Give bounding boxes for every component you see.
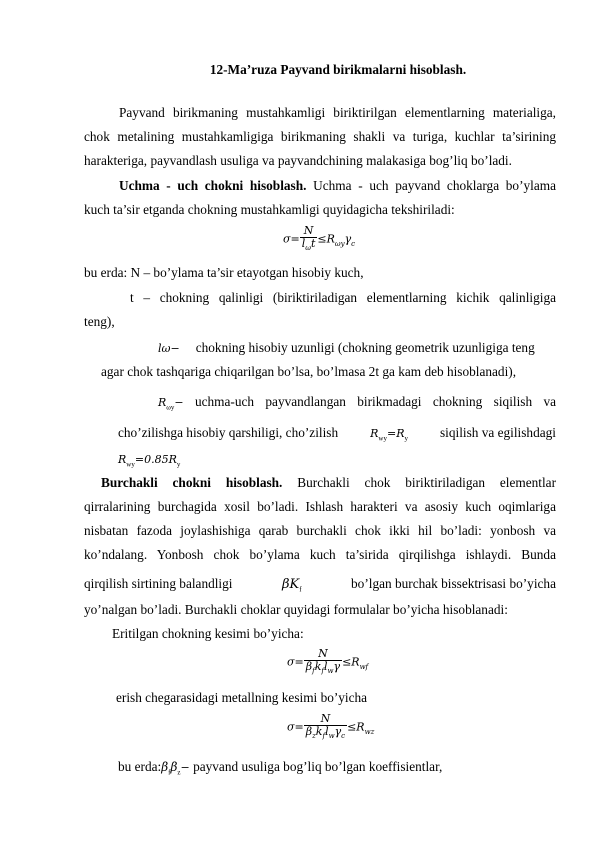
formula-3-fraction bbox=[304, 713, 347, 742]
eritilgan-line: Eritilgan chokning kesimi bo’yicha: bbox=[112, 626, 304, 641]
formula-1-gamma: γ bbox=[344, 232, 352, 246]
f2-beta: β bbox=[305, 660, 313, 673]
formula-3-num: N bbox=[304, 713, 347, 726]
formula-1-lhs: σ= bbox=[283, 232, 300, 246]
eq-r: R bbox=[370, 427, 379, 440]
p3-l5-b: bo’lgan burchak bissektrisasi bo’yicha bbox=[351, 576, 556, 591]
formula-2 bbox=[287, 648, 368, 677]
formula-2-lhs: σ= bbox=[287, 655, 304, 669]
eq-r-sub: wy bbox=[378, 434, 387, 443]
beta-z-sub: z bbox=[177, 768, 181, 777]
lw-line-1 bbox=[158, 340, 556, 357]
beta-k-sub: f bbox=[299, 585, 302, 594]
lw-line-2: agar chok tashqariga chiqarilgan bo’lsa, bo’lmasa 2t ga kam deb hisoblanadi), bbox=[101, 364, 517, 379]
rwy-line-1 bbox=[158, 394, 556, 416]
rwy-dash: − bbox=[174, 396, 184, 409]
where-1: bu erda: N – bo’ylama ta’sir etayotgan hisobiy kuch, bbox=[84, 265, 364, 280]
p1-line-2: chok metalining mustahkamligiga birikmaning shakli va turiga, kuchlar ta’sirining bbox=[84, 129, 556, 144]
formula-1-num: N bbox=[300, 225, 318, 238]
formula-1 bbox=[283, 225, 355, 254]
beta-z: β bbox=[170, 760, 178, 774]
p3-line-2: qirralarining burchagida xosil bo’ladi. Ishlash harakteri va asosiy kuch oqimlariga bbox=[84, 499, 556, 514]
rwy-eq-inline bbox=[370, 425, 408, 447]
eq2-sub2: y bbox=[176, 460, 181, 469]
t-line-1: t – chokning qalinligi (biriktiriladigan elementlarning kichik qalinligiga bbox=[130, 290, 556, 305]
f3-s1: z bbox=[312, 732, 316, 741]
beta-f: β bbox=[161, 760, 169, 774]
last-a: bu erda: bbox=[118, 759, 162, 774]
f3-k: k bbox=[315, 725, 323, 738]
p3-text: Burchakli chok biriktiriladigan elementlar bbox=[282, 475, 557, 490]
f3-g: γ bbox=[334, 725, 342, 738]
erish-line: erish chegarasidagi metallning kesimi bo’yicha bbox=[116, 690, 368, 705]
lw-text: chokning hisobiy uzunligi (chokning geometrik uzunligiga teng bbox=[195, 340, 535, 355]
p3-l5-a: qirqilish sirtining balandligi bbox=[84, 576, 233, 591]
rwy-text: uchma-uch payvandlangan birikmadagi chokning siqilish va bbox=[194, 394, 556, 409]
rwy-sub: ωy bbox=[166, 403, 175, 412]
formula-3-den bbox=[304, 726, 347, 742]
eq2-mid: =0.85R bbox=[134, 453, 177, 466]
section-heading-fillet: Burchakli chokni hisoblash. bbox=[101, 475, 283, 490]
formula-3 bbox=[287, 713, 374, 742]
f3-s3: w bbox=[328, 732, 335, 741]
page-title: 12-Ma’ruza Payvand birikmalarni hisoblash. bbox=[209, 62, 467, 77]
f3-s2: f bbox=[322, 732, 326, 741]
formula-1-den bbox=[300, 238, 318, 254]
rwy-text-2b: siqilish va egilishdagi bbox=[440, 425, 556, 440]
f2-g: γ bbox=[333, 660, 341, 673]
formula-2-num: N bbox=[304, 648, 342, 661]
den-t: t bbox=[310, 237, 316, 250]
t-line-2: teng), bbox=[84, 314, 115, 329]
lw-symbol: lω− bbox=[158, 342, 180, 355]
rwy-line-2 bbox=[118, 425, 556, 447]
formula-1-rhs-sub: ωy bbox=[334, 239, 345, 248]
f2-k: k bbox=[314, 660, 322, 673]
p3-line-6: yo’nalgan bo’ladi. Burchakli choklar quyidagi formulalar bo’yicha hisoblanadi: bbox=[84, 602, 508, 617]
beta-k: βK bbox=[281, 577, 300, 592]
p1-line-1: Payvand birikmaning mustahkamligi biriktirilgan elementlarning materialiga, bbox=[119, 105, 556, 120]
formula-2-rhs-sub: wf bbox=[359, 662, 369, 671]
f3-l: l bbox=[325, 725, 329, 738]
beta-f-sub: f bbox=[168, 768, 171, 777]
den-l: l bbox=[301, 237, 306, 250]
p3-line-5 bbox=[84, 576, 556, 598]
formula-1-rhs: ≤R bbox=[317, 232, 335, 246]
f2-s2: f bbox=[321, 667, 324, 676]
p1-line-3: harakteriga, payvandlash usuliga va payvandchining malakasiga bog’liq bo’ladi. bbox=[84, 153, 512, 168]
formula-3-rhs-sub: wz bbox=[364, 727, 375, 736]
eq-sub2: y bbox=[404, 434, 408, 443]
p3-line-4: ko’ndalang. Yonbosh chok bo’ylama kuch ta’sirida qirqilishga ishlaydi. Bunda bbox=[84, 547, 556, 562]
rwy-symbol bbox=[158, 394, 184, 412]
rwy-line-3 bbox=[118, 451, 590, 473]
last-line bbox=[118, 759, 590, 781]
section-heading-butt: Uchma - uch chokni hisoblash. bbox=[119, 178, 307, 193]
eq2-r: R bbox=[118, 453, 127, 466]
p3-line-3: nisbatan fazoda joylashishiga qarab burchakli chok ikki hil bo’ladi: yonbosh va bbox=[84, 523, 556, 538]
formula-1-fraction bbox=[300, 225, 318, 254]
formula-2-fraction bbox=[304, 648, 342, 677]
formula-1-gamma-sub: c bbox=[351, 239, 356, 248]
f3-beta: β bbox=[305, 725, 313, 738]
p2-line-2: kuch ta’sir etganda chokning mustahkamligi quyidagicha tekshiriladi: bbox=[84, 202, 455, 217]
f3-s4: c bbox=[341, 732, 346, 741]
rwy-text-2a: cho’zilishga hisobiy qarshiligi, cho’zilish bbox=[118, 425, 339, 440]
f2-s3: w bbox=[327, 667, 334, 676]
p2-text: Uchma - uch payvand choklarga bo’ylama bbox=[306, 178, 557, 193]
p2-line-1 bbox=[119, 178, 556, 194]
formula-3-rhs: ≤R bbox=[347, 720, 365, 734]
formula-2-den bbox=[304, 661, 342, 677]
formula-2-rhs: ≤R bbox=[342, 655, 360, 669]
f2-s1: f bbox=[312, 667, 315, 676]
eq2-r-sub: wy bbox=[126, 460, 135, 469]
formula-3-lhs: σ= bbox=[287, 720, 304, 734]
beta-k-symbol bbox=[282, 576, 302, 598]
last-b: payvand usuliga bog’liq bo’lgan koeffisientlar, bbox=[189, 759, 443, 774]
p3-line-1 bbox=[101, 475, 556, 491]
last-dash: − bbox=[180, 761, 190, 774]
f2-l: l bbox=[323, 660, 328, 673]
eq-mid: =R bbox=[386, 427, 405, 440]
rwy-r: R bbox=[158, 396, 167, 409]
den-l-sub: ω bbox=[305, 244, 311, 253]
